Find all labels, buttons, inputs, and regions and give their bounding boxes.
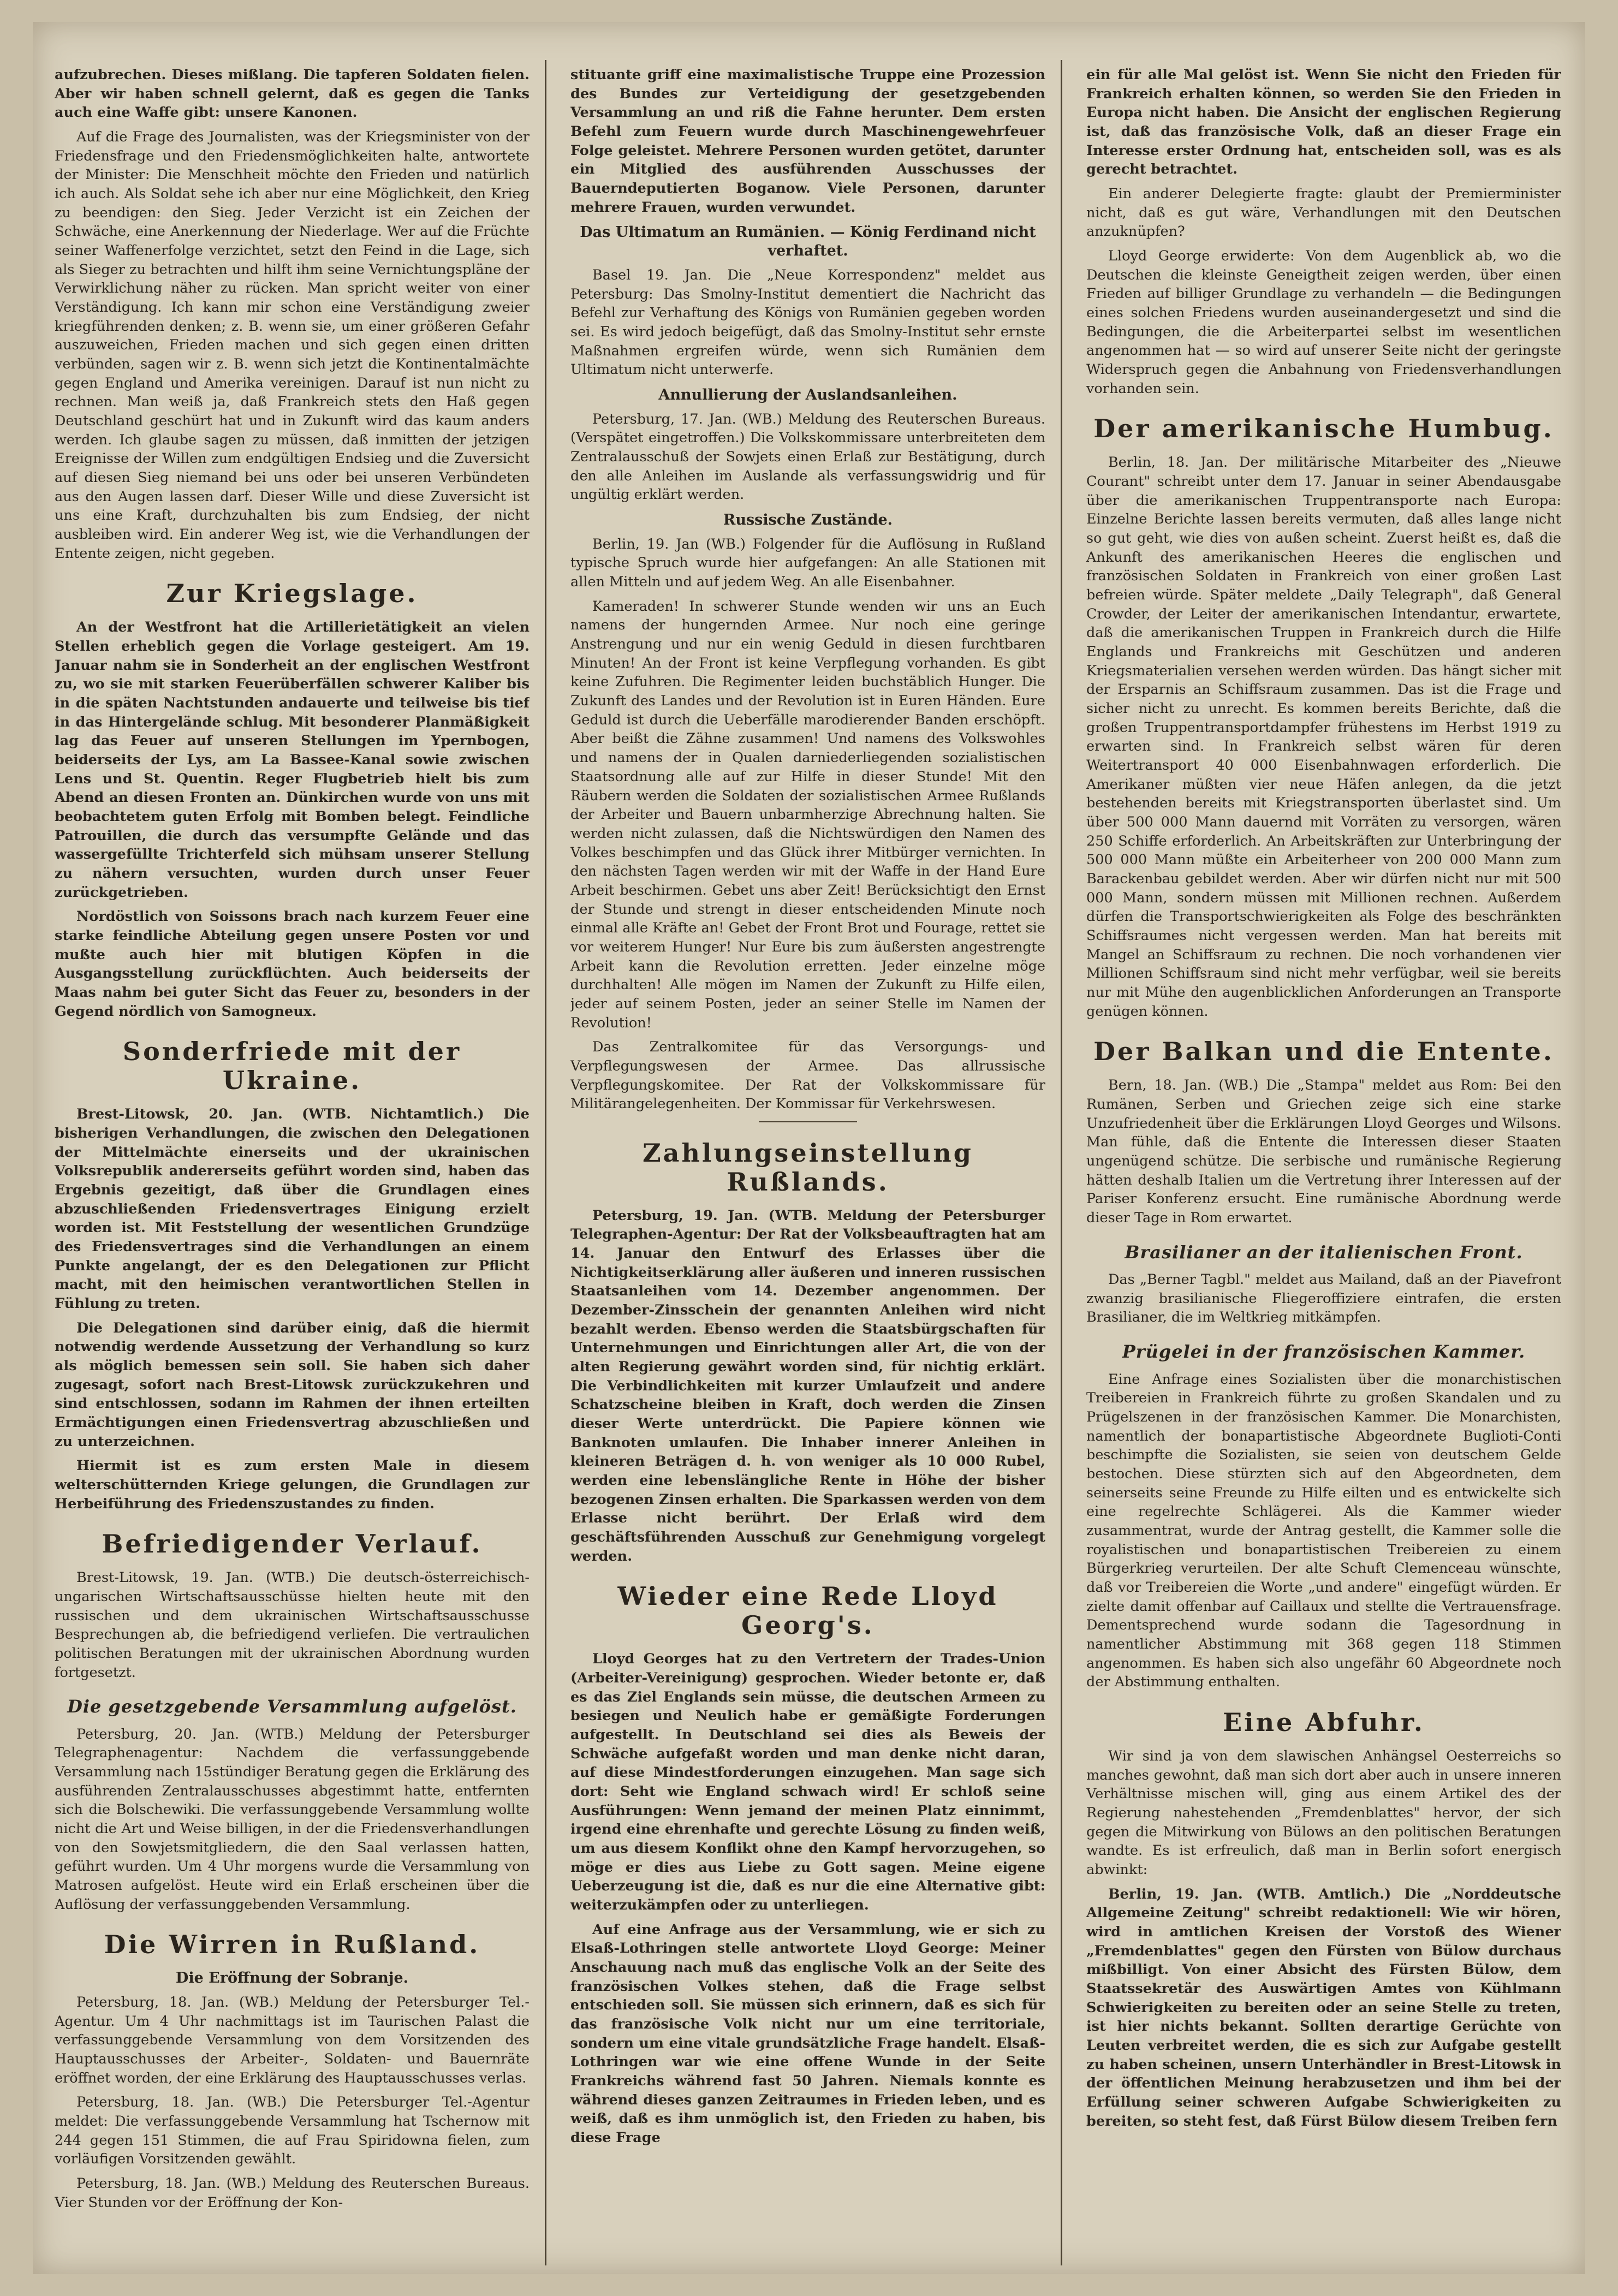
separator-line [759, 1121, 857, 1122]
article-paragraph: Kameraden! In schwerer Stunde wenden wir uns an Euch namens der hungernden Armee. Nur noch eine geringe Anstrengung und nur ein wenig Geduld in diesen furchtbaren Minuten! An der Front ist keine Verpflegung vorhanden. Es gibt keine Zufuhren. Die Regimenter leiden buchstäblich Hunger. Die Zukunft des Landes und der Revolution ist in Euren Händen. Eure Geduld ist durch die Ueberfälle marodierender Banden erschöpft. Aber beißt die Zähne zusammen! Und namens des Volkswohles und namens der in Qualen darniederliegenden sozialistischen Staatsordnung alle auf zur Hilfe in dieser Stunde! Mit den Räubern werden die Soldaten der sozialistischen Armee Rußlands der Arbeiter und Bauern unbarmherzige Abrechnung halten. Sie werden nicht zulassen, daß die Nichtswürdigen den Namen des Volkes beschimpfen und das Glück ihrer Mitbürger vernichten. In den nächsten Tagen werden wir mit der Waffe in der Hand Eure Arbeit beschirmen. Gebet uns aber Zeit! Berücksichtigt den Ernst der Stunde und strengt in dieser entscheidenden Minute noch einmal alle Kräfte an! Gebet der Front Brot und Fourage, rettet sie vor weiterem Hunger! Nur Eure bis zum äußersten angestrengte Arbeit kann die Revolution erretten. Jeder einzelne möge durchhalten! Alle mögen im Namen der Zukunft zu Hilfe eilen, jeder auf seinem Posten, jeder an seiner Stelle im Namen der Revolution! [570, 598, 1045, 1031]
article-paragraph: Eine Anfrage eines Sozialisten über die monarchistischen Treibereien in Frankreich führte zu großen Skandalen und zu Prügelszenen in der französischen Kammer. Die Monarchisten, namentlich der bonapartistische Abgeordnete Buglioti-Conti beschimpfte die Sozialisten, sie seien von deutschem Gelde bestochen. Diese stürzten sich auf den Abgeordneten, dem seinerseits seine Freunde zu Hilfe eilten und es entwickelte sich eine regelrechte Schlägerei. Als die Kammer wieder zusammentrat, wurde der Antrag gestellt, die Kammer solle die royalistischen und bonapartistischen Treibereien zu einem Bürgerkrieg verurteilen. Der alte Schuft Clemenceau wünschte, daß vor Treibereien die Worte „und andere" eingefügt würden. Er zielte damit offenbar auf Caillaux und stellte die Vertrauensfrage. Dementsprechend wurde sodann die Tagesordnung in namentlicher Abstimmung mit 368 gegen 118 Stimmen angenommen. Es haben sich also ungefähr 60 Abgeordnete noch der Abstimmung enthalten. [1086, 1371, 1561, 1691]
subheadline-ultimatum: Das Ultimatum an Rumänien. — König Ferdinand nicht verhaftet. [580, 224, 1036, 260]
article-paragraph: Berlin, 18. Jan. Der militärische Mitarbeiter des „Nieuwe Courant" schreibt unter dem 17. Januar in seiner Abendausgabe über die amerikanischen Truppentransporte nach Europa: Einzelne Berichte lassen bereits vermuten, daß alles lange nicht so gut geht, wie dies von außen scheint. Zuerst heißt es, daß die Ankunft des amerikanischen Heeres die englischen und französischen Soldaten in Frankreich von einer großen Last befreien würde. Später meldete „Daily Telegraph", daß General Crowder, der Leiter der amerikanischen Intendantur, erwartete, daß die amerikanischen Truppen in Frankreich durch die Hilfe Englands und Frankreichs mit Geschützen und anderen Kriegsmaterialien versehen werden würden. Das hängt sicher mit der Ersparnis an Schiffsraum zusammen. Das ist die Frage und sicher nicht zu unrecht. Es kommen bereits Berichte, daß die großen Truppentransportdampfer frühestens im Herbst 1919 zu erwarten sind. In Frankreich selbst wären für deren Weitertransport 40 000 Eisenbahnwagen erforderlich. Die Amerikaner müßten vier neue Häfen anlegen, da die jetzt bestehenden bereits mit Kriegstransporten überlastet sind. Um über 500 000 Mann dauernd mit Vorräten zu versorgen, wären 250 Schiffe erforderlich. An Arbeitskräften zur Unterbringung der 500 000 Mann müßte ein Arbeiterheer von 200 000 Mann zum Barackenbau gebildet werden. Aber wir dürfen nicht nur mit 500 000 Mann, sondern müssen mit Millionen rechnen. Außerdem dürfen die Transportschwierigkeiten als Folge des beschränkten Schiffsraumes nicht vergessen werden. Man hat bereits mit Mangel an Schiffsraum zu rechnen. Die noch vorhandenen vier Millionen Schiffsraum sind nicht mehr verfügbar, weil sie bereits nur mit Mühe den augenblicklichen Anforderungen an Transporte genügen können. [1086, 454, 1561, 1020]
article-paragraph: Auf eine Anfrage aus der Versammlung, wie er sich zu Elsaß-Lothringen stelle antwortete Lloyd George: Meiner Anschauung nach muß das englische Volk an der Seite des französischen Volkes stehen, daß die Frage selbst entschieden soll. Sie müssen sich erinnern, daß es sich für das französische Volk nicht nur um eine territoriale, sondern um eine vitale grundsätzliche Frage handelt. Elsaß-Lothringen war wie eine offene Wunde in der Seite Frankreichs während fast 50 Jahren. Niemals konnte es während dieses ganzen Zeitraumes in Frieden leben, und es weiß, daß es ihm unmöglich ist, den Frieden zu haben, bis diese Frage [570, 1921, 1045, 2146]
headline-wirren: Die Wirren in Rußland. [104, 1930, 480, 1960]
article-paragraph: Petersburg, 17. Jan. (WB.) Meldung des Reuterschen Bureaus. (Verspätet eingetroffen.) Die Volkskommissare unterbreiteten dem Zentralausschuß der Sowjets einen Erlaß zur Bestätigung, durch den alle Anleihen im Auslande als verfassungswidrig und für ungültig erklärt werden. [570, 411, 1045, 503]
article-paragraph: Basel 19. Jan. Die „Neue Korrespondenz" meldet aus Petersburg: Das Smolny-Institut dementiert die Nachricht das Befehl zur Verhaftung des Königs von Rumänien gegeben worden sei. Es wird jedoch beigefügt, daß das Smolny-Institut sehr ernste Maßnahmen ergreifen würde, wenn sich Rumänien dem Ultimatum nicht unterwerfe. [570, 266, 1045, 378]
headline-ukraine: Sonderfriede mit der Ukraine. [122, 1037, 462, 1096]
article-paragraph: Auf die Frage des Journalisten, was der Kriegsminister von der Friedensfrage und den Friedensmöglichkeiten halte, antwortete der Minister: Die Menschheit möchte den Frieden und natürlich ich auch. Als Soldat sehe ich aber nur eine Möglichkeit, den Krieg zu beendigen: den Sieg. Jeder Verzicht ist ein Zeichen der Schwäche, eine Anerkennung der Niederlage. Wer auf die Früchte seiner Waffenerfolge verzichtet, setzt den Feind in die Lage, sich als Sieger zu betrachten und hilft ihm seine Vernichtungspläne der Verwirklichung näher zu rücken. Man spricht weiter von einer Verständigung. Ich kann mir schon eine Verständigung zweier kriegführenden denken; z. B. wenn sie, um einer größeren Gefahr auszuweichen, Frieden machen und sich gegen einen dritten verbünden, sagen wir z. B. wenn sich jetzt die Kontinentalmächte gegen England und Amerika vereinigen. Darauf ist nun nicht zu rechnen. Man weiß ja, daß Frankreich stets den Haß gegen Deutschland geschürt hat und in Zukunft wird das kaum anders werden. Ich glaube sagen zu müssen, daß inmitten der jetzigen Ereignisse der Willen zum endgültigen Endsieg und die Zuversicht auf diesen Sieg niemand bei uns oder bei unseren Verbündeten aus den Augen lassen darf. Dieser Wille und diese Zuversicht ist uns eine Kraft, durchzuhalten bis zum Endsieg, der nicht ausbleiben wird. Ein anderer Weg ist, wie die Verhandlungen der Entente zeigen, nicht gegeben. [55, 129, 530, 562]
headline-lloyd-george: Wieder eine Rede Lloyd Georg's. [617, 1581, 998, 1640]
headline-zahlungseinstellung: Zahlungseinstellung Rußlands. [643, 1138, 973, 1197]
article-paragraph: Nordöstlich von Soissons brach nach kurzem Feuer eine starke feindliche Abteilung gegen unsere Posten vor und mußte auch hier mit blutigen Köpfen in die Ausgangsstellung zurückflüchten. Auch beiderseits der Maas nahm bei guter Sicht das Feuer zu, besonders in der Gegend nördlich von Samogneux. [55, 908, 530, 1020]
headline-verlauf: Befriedigender Verlauf. [102, 1529, 483, 1559]
article-paragraph: stituante griff eine maximalistische Truppe eine Prozession des Bundes zur Verteidigung der gesetzgebenden Versammlung an und riß die Fahne herunter. Dem ersten Befehl zum Feuern wurde durch Maschinengewehrfeuer Folge geleistet. Mehrere Personen wurden getötet, darunter ein Mitglied des ausführenden Ausschusses der Bauerndeputierten Boganow. Viele Personen, darunter mehrere Frauen, wurden verwundet. [570, 67, 1045, 216]
column-1 [55, 66, 530, 2265]
subheadline-sobranje: Die Eröffnung der Sobranje. [175, 1970, 409, 1987]
column-2 [570, 66, 1045, 2265]
article-paragraph: Das „Berner Tagbl." meldet aus Mailand, daß an der Piavefront zwanzig brasilianische Fliegeroffiziere eintrafen, die ersten Brasilianer, die im Weltkrieg mitkämpfen. [1086, 1271, 1561, 1326]
article-paragraph: Lloyd Georges hat zu den Vertretern der Trades-Union (Arbeiter-Vereinigung) gesprochen. Wieder betonte er, daß es das Ziel Englands sein müsse, die deutschen Armeen zu besiegen und Neulich habe er gemäßigte Forderungen aufgestellt. In Deutschland sei dies als Beweis der Schwäche aufgefaßt worden und man denke nicht daran, auf diese Mindestforderungen einzugehen. Man sage sich dort: Seht wie England schwach wird! Er schloß seine Ausführungen: Wenn jemand der meinen Platz einnimmt, irgend eine ehrenhafte und gerechte Lösung zu finden weiß, um aus diesem Konflikt ohne den Kampf hervorzugehen, so möge er dies aus Liebe zu Gott sagen. Meine eigene Ueberzeugung ist die, daß es nur die eine Alternative gibt: weiterzukämpfen oder zu unterliegen. [570, 1651, 1045, 1913]
column-rule [545, 60, 546, 2265]
article-paragraph: ein für alle Mal gelöst ist. Wenn Sie nicht den Frieden für Frankreich erhalten können, so werden Sie den Frieden in Europa nicht haben. Die Ansicht der englischen Regierung ist, daß das französische Volk, daß an dieser Frage ein Interesse erster Ordnung hat, entscheiden soll, was es als gerecht betrachtet. [1086, 67, 1561, 178]
headline-brasilianer: Brasilianer an der italienischen Front. [1125, 1241, 1523, 1263]
headline-balkan: Der Balkan und die Entente. [1093, 1037, 1554, 1067]
headline-pruegelei: Prügelei in der französischen Kammer. [1122, 1341, 1526, 1363]
article-paragraph: aufzubrechen. Dieses mißlang. Die tapferen Soldaten fielen. Aber wir haben schnell gelernt, daß es gegen die Tanks auch eine Waffe gibt: unsere Kanonen. [55, 67, 530, 121]
article-paragraph: Bern, 18. Jan. (WB.) Die „Stampa" meldet aus Rom: Bei den Rumänen, Serben und Griechen zeige sich eine starke Unzufriedenheit über die Erklärungen Lloyd Georges und Wilsons. Man fühle, daß die Entente die Interessen dieser Staaten ungenügend schütze. Die serbische und rumänische Regierung hätten deshalb Italien um die Vertretung ihrer Interessen auf der Pariser Konferenz ersucht. Eine rumänische Abordnung werde dieser Tage in Rom erwartet. [1086, 1077, 1561, 1227]
article-paragraph: Lloyd George erwiderte: Von dem Augenblick ab, wo die Deutschen die kleinste Geneigtheit zeigen werden, über einen Frieden auf billiger Grundlage zu verhandeln — die Bedingungen eines solchen Friedens wurden auseinandergesetzt und sind die Bedingungen, die die Arbeiterpartei selbst im wesentlichen angenommen hat — so wird auf unserer Seite nicht der geringste Widerspruch gegen die Anbahnung von Friedensverhandlungen vorhanden sein. [1086, 248, 1561, 397]
headline-kriegslage: Zur Kriegslage. [166, 579, 418, 609]
article-paragraph: Wir sind ja von dem slawischen Anhängsel Oesterreichs so manches gewohnt, daß man sich dort aber auch in unsere inneren Verhältnisse mischen will, ging aus einem Artikel des der Regierung nahestehenden „Fremdenblattes" hervor, der sich gegen die Mitwirkung von Bülows an den politischen Beratungen wandte. Es ist erfreulich, daß man in Berlin sofort energisch abwinkt: [1086, 1747, 1561, 1878]
headline-versammlung: Die gesetzgebende Versammlung aufgelöst. [67, 1696, 517, 1717]
article-paragraph: Brest-Litowsk, 20. Jan. (WTB. Nichtamtlich.) Die bisherigen Verhandlungen, die zwischen den Delegationen der Mittelmächte einerseits und der ukrainischen Volksrepublik andererseits geführt worden sind, haben das Ergebnis gezeitigt, daß über die Grundlagen eines abzuschließenden Friedensvertrages Einigung erzielt worden ist. Mit Feststellung der wesentlichen Grundzüge des Friedensvertrages sind die Verhandlungen an einem Punkte angelangt, der es den Delegationen zur Pflicht macht, mit den heimischen verantwortlichen Stellen in Fühlung zu treten. [55, 1106, 530, 1312]
article-paragraph: Petersburg, 18. Jan. (WB.) Meldung des Reuterschen Bureaus. Vier Stunden vor der Eröffnung der Kon- [55, 2175, 530, 2211]
article-paragraph: Petersburg, 18. Jan. (WB.) Meldung der Petersburger Tel.-Agentur. Um 4 Uhr nachmittags ist im Taurischen Palast die verfassunggebende Versammlung von dem Vorsitzenden des Hauptausschusses der Arbeiter-, Soldaten- und Bauernräte eröffnet worden, der eine Erklärung des Hauptausschusses verlas. [55, 1994, 530, 2086]
headline-humbug: Der amerikanische Humbug. [1093, 414, 1554, 444]
article-paragraph: Ein anderer Delegierte fragte: glaubt der Premierminister nicht, daß es gut wäre, Verhandlungen mit den Deutschen anzuknüpfen? [1086, 186, 1561, 240]
article-paragraph: Brest-Litowsk, 19. Jan. (WTB.) Die deutsch-österreichisch-ungarischen Wirtschaftsausschüsse hielten heute mit den russischen und dem ukrainischen Wirtschaftsausschusse Besprechungen ab, die befriedigend verliefen. Die vertraulichen politischen Beratungen mit der ukrainischen Abordnung wurden fortgesetzt. [55, 1569, 530, 1681]
newspaper-page [33, 22, 1585, 2274]
article-paragraph: Berlin, 19. Jan (WB.) Folgender für die Auflösung in Rußland typische Spruch wurde hier aufgefangen: An alle Stationen mit allen Mitteln und auf jedem Weg. An alle Eisenbahner. [570, 536, 1045, 591]
article-paragraph: Hiermit ist es zum ersten Male in diesem welterschütternden Kriege gelungen, die Grundlagen zur Herbeiführung des Friedenszustandes zu finden. [55, 1458, 530, 1512]
article-paragraph: Petersburg, 20. Jan. (WTB.) Meldung der Petersburger Telegraphenagentur: Nachdem die verfassunggebende Versammlung nach 15stündiger Beratung gegen die Erklärung des ausführenden Zentralausschusses abgestimmt hatte, entfernten sich die Bolschewiki. Die verfassunggebende Versammlung wollte nicht die Art und Weise billigen, in der die Friedensverhandlungen von den Sowjetsmitgliedern, die den Saal verlassen hatten, geführt wurden. Um 4 Uhr morgens wurde die Versammlung von Matrosen aufgelöst. Heute wird ein Erlaß erscheinen über die Auflösung der verfassunggebenden Versammlung. [55, 1726, 530, 1913]
article-paragraph: Berlin, 19. Jan. (WTB. Amtlich.) Die „Norddeutsche Allgemeine Zeitung" schreibt redaktionell: Wie wir hören, wird in amtlichen Kreisen der Vorstoß des Wiener „Fremdenblattes" gegen den Fürsten von Bülow durchaus mißbilligt. Von einer Absicht des Fürsten Bülow, dem Staatssekretär des Auswärtigen Amtes von Kühlmann Schwierigkeiten zu bereiten oder an seine Stelle zu treten, ist hier nichts bekannt. Sollten derartige Gerüchte von Leuten verbreitet werden, die es sich zur Aufgabe gestellt zu haben scheinen, unsern Unterhändler in Brest-Litowsk in der öffentlichen Meinung herabzusetzen und ihm bei der Erfüllung seiner schweren Aufgabe Schwierigkeiten zu bereiten, so steht fest, daß Fürst Bülow diesem Treiben fern [1086, 1885, 1561, 2130]
article-paragraph: Das Zentralkomitee für das Versorgungs- und Verpflegungswesen der Armee. Das allrussische Verpflegungskomitee. Der Rat der Volkskommissare für Militärangelegenheiten. Der Kommissar für Verkehrswesen. [570, 1039, 1045, 1113]
article-paragraph: An der Westfront hat die Artillerietätigkeit an vielen Stellen erheblich gegen die Vorlage gesteigert. Am 19. Januar nahm sie in Sonderheit an der englischen Westfront zu, wo sie mit starken Feuerüberfällen schwerer Kaliber bis in die späten Nachtstunden andauerte und teilweise bis tief in das Hintergelände schlug. Mit besonderer Planmäßigkeit lag das Feuer auf unseren Stellungen im Ypernbogen, beiderseits der Lys, am La Bassee-Kanal sowie zwischen Lens und St. Quentin. Reger Flugbetrieb hielt bis zum Abend an diesen Fronten an. Dünkirchen wurde von uns mit beobachtetem guten Erfolg mit Bomben belegt. Feindliche Patrouillen, die durch das versumpfte Gelände und das wassergefüllte Trichterfeld sich mühsam unserer Stellung zu nähern versuchten, wurden durch unser Feuer zurückgetrieben. [55, 619, 530, 901]
article-paragraph: Die Delegationen sind darüber einig, daß die hiermit notwendig werdende Aussetzung der Verhandlung so kurz als möglich bemessen sein soll. Sie haben sich daher zugesagt, sofort nach Brest-Litowsk zurückzukehren und sind entschlossen, sodann im Rahmen der ihnen erteilten Ermächtigungen einen Friedensvertrag abzuschließen und zu unterzeichnen. [55, 1319, 530, 1450]
headline-abfuhr: Eine Abfuhr. [1223, 1707, 1425, 1737]
article-paragraph: Petersburg, 18. Jan. (WB.) Die Petersburger Tel.-Agentur meldet: Die verfassunggebende Versammlung hat Tschernow mit 244 gegen 151 Stimmen, die auf Frau Spiridowna fielen, zum vorläufigen Vorsitzenden gewählt. [55, 2094, 530, 2168]
column-3 [1086, 66, 1561, 2265]
subheadline-anleihen: Annullierung der Auslandsanleihen. [658, 386, 957, 403]
subheadline-zustaende: Russische Zustände. [723, 511, 893, 529]
column-rule [1061, 60, 1062, 2265]
article-paragraph: Petersburg, 19. Jan. (WTB. Meldung der Petersburger Telegraphen-Agentur: Der Rat der Volksbeauftragten hat am 14. Januar den Entwurf des Erlasses über die Nichtigkeitserklärung aller äußeren und inneren russischen Staatsanleihen vom 14. Dezember angenommen. Der Dezember-Zinsschein der genannten Anleihen wird nicht bezahlt werden. Ebenso werden die Staatsbürgschaften für Unternehmungen und Einrichtungen aller Art, die von der alten Regierung gewährt worden sind, für nichtig erklärt. Die Verbindlichkeiten mit kurzer Umlaufzeit und andere Schatzscheine bleiben in Kraft, doch werden die Zinsen dieser Werte unterdrückt. Die Papiere können wie Banknoten umlaufen. Die Inhaber innerer Anleihen in kleineren Beträgen d. h. von weniger als 10 000 Rubel, werden eine lebenslängliche Rente in Höhe der bisher bezogenen Zinsen erhalten. Die Sparkassen werden von dem Erlasse nicht berührt. Der Erlaß wird dem geschäftsführenden Ausschuß zur Genehmigung vorgelegt werden. [570, 1207, 1045, 1565]
